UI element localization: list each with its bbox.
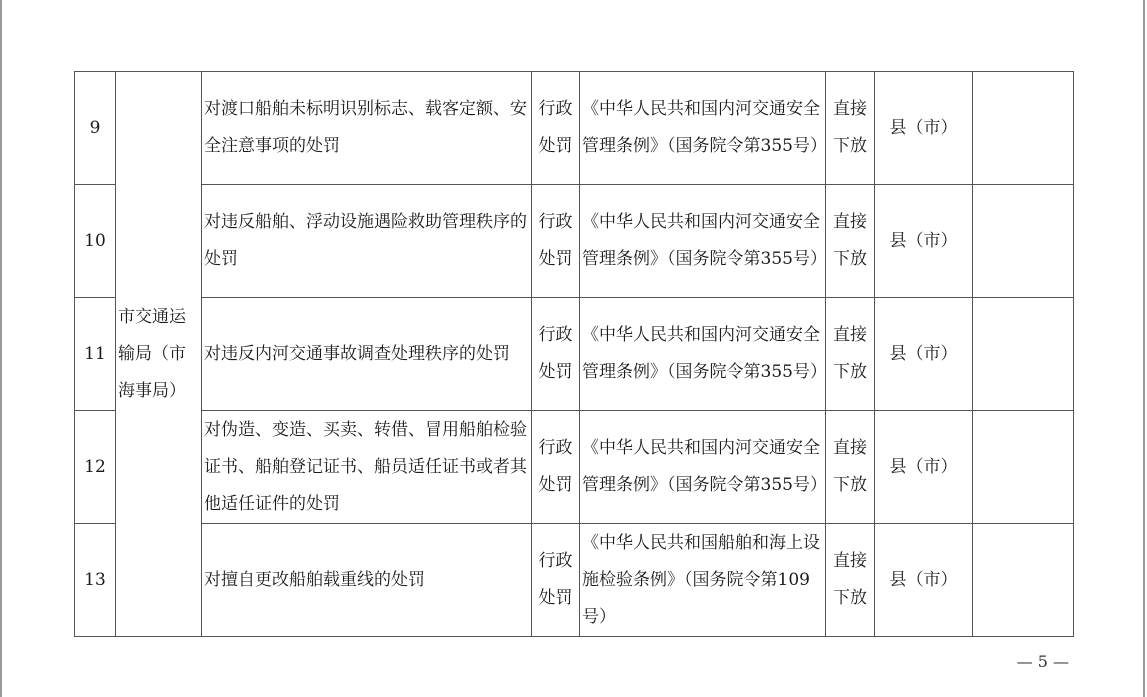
row-number: 11: [75, 298, 116, 411]
transfer-mode: 直接下放: [826, 72, 875, 185]
row-number: 13: [75, 524, 116, 637]
item-type: 行政处罚: [532, 185, 580, 298]
note-cell: [973, 411, 1074, 524]
table-row: [75, 524, 1074, 637]
item-type: 行政处罚: [532, 524, 580, 637]
receiving-level: 县（市）: [875, 411, 973, 524]
item-name: 对渡口船舶未标明识别标志、载客定额、安全注意事项的处罚: [202, 72, 532, 185]
document-table: [74, 71, 1074, 637]
item-type: 行政处罚: [532, 72, 580, 185]
item-name: 对违反内河交通事故调查处理秩序的处罚: [202, 298, 532, 411]
receiving-level: 县（市）: [875, 524, 973, 637]
item-type: 行政处罚: [532, 298, 580, 411]
table-row: [75, 185, 1074, 298]
item-type: 行政处罚: [532, 411, 580, 524]
legal-basis: 《中华人民共和国内河交通安全管理条例》（国务院令第355号）: [580, 298, 826, 411]
transfer-mode: 直接下放: [826, 185, 875, 298]
legal-basis: 《中华人民共和国内河交通安全管理条例》（国务院令第355号）: [580, 411, 826, 524]
legal-basis: 《中华人民共和国内河交通安全管理条例》（国务院令第355号）: [580, 185, 826, 298]
transfer-mode: 直接下放: [826, 411, 875, 524]
page-number: — 5 —: [1016, 652, 1069, 671]
item-name: 对伪造、变造、买卖、转借、冒用船舶检验证书、船舶登记证书、船员适任证书或者其他适任证件的处罚: [202, 411, 532, 524]
table-row: [75, 72, 1074, 185]
table-row: [75, 411, 1074, 524]
transfer-mode: 直接下放: [826, 298, 875, 411]
note-cell: [973, 298, 1074, 411]
row-number: 10: [75, 185, 116, 298]
receiving-level: 县（市）: [875, 298, 973, 411]
table-row: [75, 298, 1074, 411]
transfer-mode: 直接下放: [826, 524, 875, 637]
receiving-level: 县（市）: [875, 72, 973, 185]
row-number: 12: [75, 411, 116, 524]
receiving-level: 县（市）: [875, 185, 973, 298]
item-name: 对擅自更改船舶载重线的处罚: [202, 524, 532, 637]
legal-basis: 《中华人民共和国船舶和海上设施检验条例》（国务院令第109号）: [580, 524, 826, 637]
note-cell: [973, 72, 1074, 185]
note-cell: [973, 524, 1074, 637]
row-number: 9: [75, 72, 116, 185]
legal-basis: 《中华人民共和国内河交通安全管理条例》（国务院令第355号）: [580, 72, 826, 185]
department-cell: 市交通运输局（市海事局）: [116, 72, 202, 637]
note-cell: [973, 185, 1074, 298]
item-name: 对违反船舶、浮动设施遇险救助管理秩序的处罚: [202, 185, 532, 298]
